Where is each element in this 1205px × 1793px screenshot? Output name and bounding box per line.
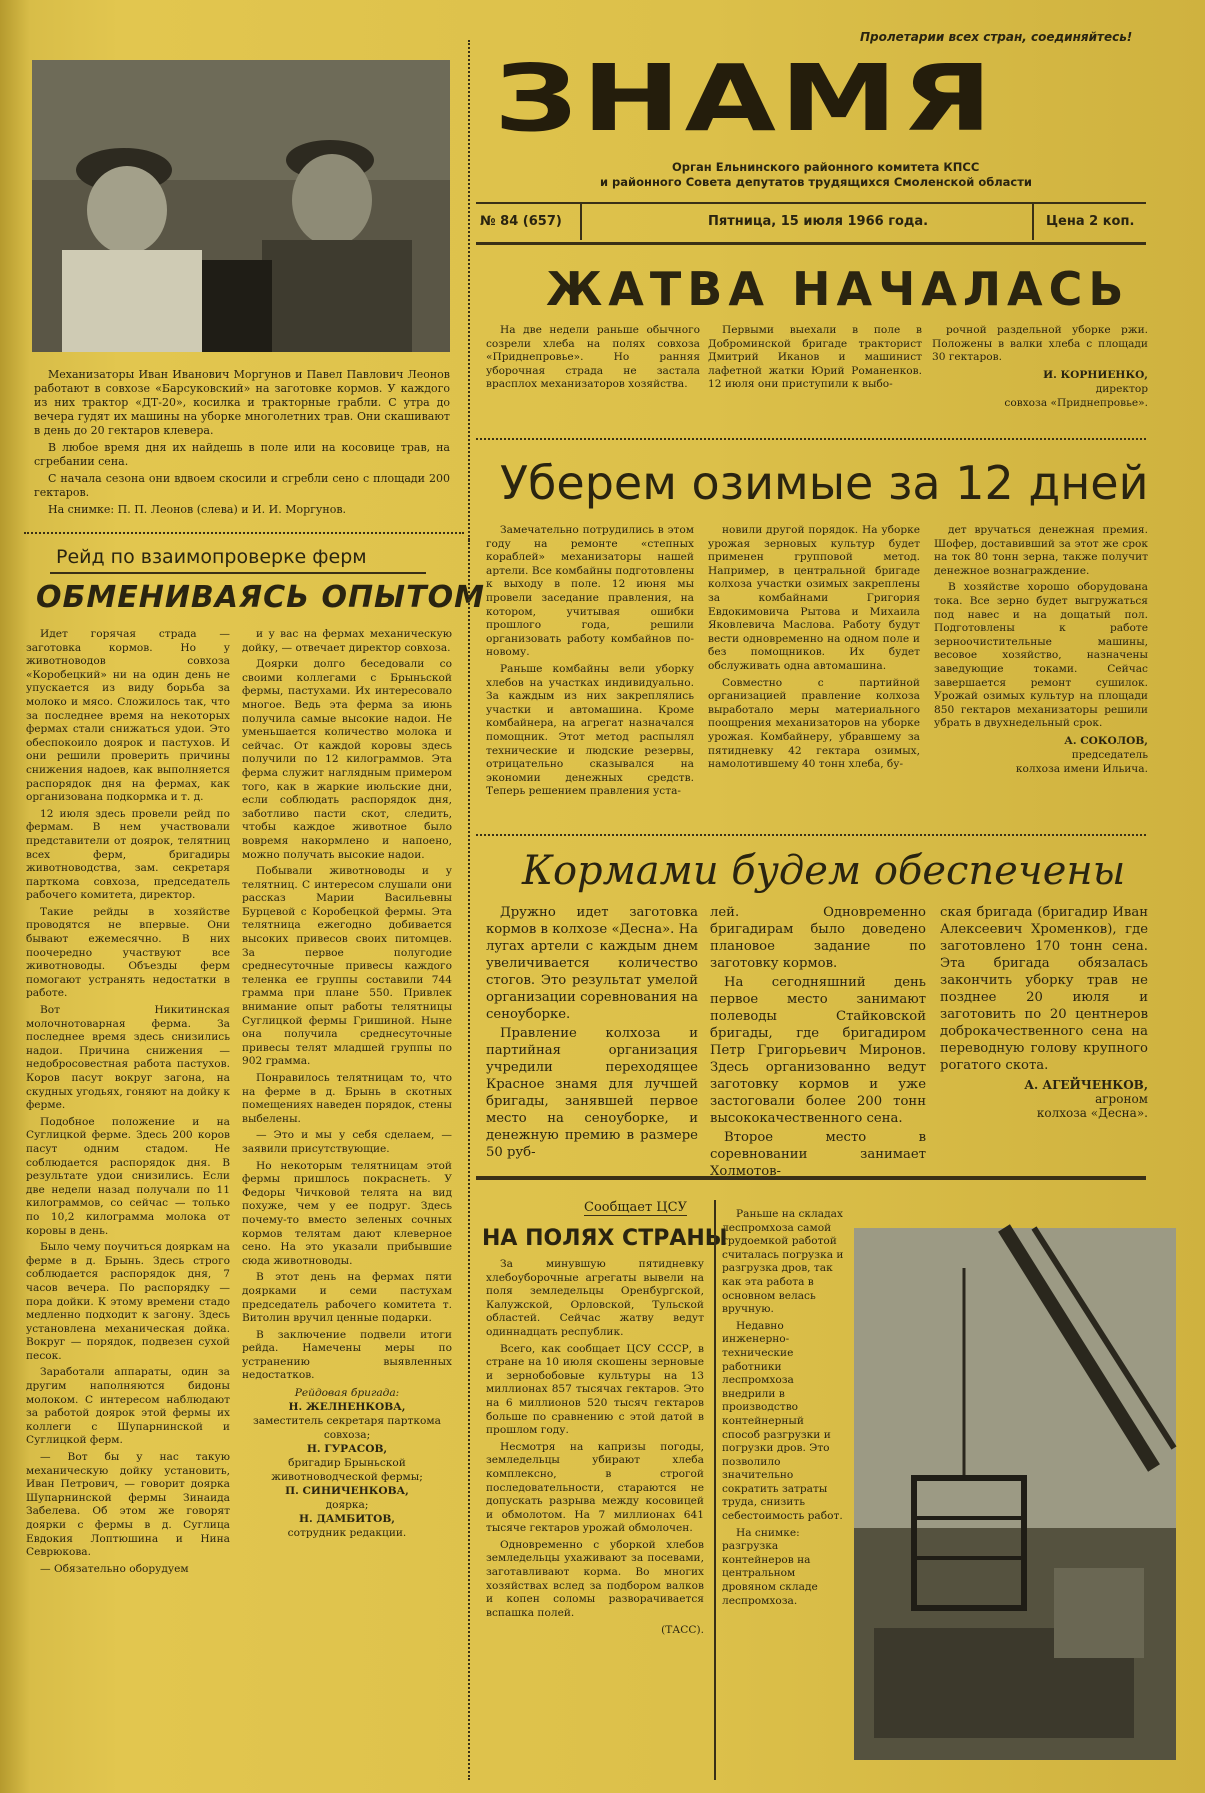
article-paragraph: Но некоторым телятницам этой фермы пришлось покраснеть. У Федоры Чичковой телята на вид похуже, чем у ее подруг. Здесь почему-то вместо зеленых сочных кормов телятам дают клеверное сено. На это указали прибывшие сюда животноводы. [242, 1159, 452, 1267]
harvest-signature: И. КОРНИЕНКО, [1043, 368, 1148, 381]
section-rule [50, 572, 426, 574]
brigade-member: Н. ЖЕЛНЕНКОВА, [288, 1401, 406, 1414]
photo-mechanizers-image [32, 60, 450, 352]
masthead-slogan: Пролетарии всех стран, соединяйтесь! [860, 30, 1133, 44]
brigade-title: Рейдовая бригада: [294, 1387, 400, 1400]
article-paragraph: Подобное положение и на Суглицкой ферме. Здесь 200 коров пасут одним стадом. Не соблюдается распорядок дня. В результате удои снизились. Если две недели назад получали по 11 килограммов, со сейчас — только по 10,2 килограмма молока от коровы в день. [26, 1115, 230, 1237]
section-rule [476, 438, 1146, 440]
article-paragraph: 12 июля здесь провели рейд по фермам. В нем участвовали представители от доярок, телятниц всех ферм, бригадиры животноводства, зам. секретаря парткома совхоза, председатель рабочего комитета, директор. [26, 807, 230, 902]
article-paragraph: На сегодняшний день первое место занимают полеводы Стайковской бригады, где бригадиром Петр Григорьевич Миронов. Здесь организованно ведут заготовку кормов и уже застоговали более 200 тонн высококачественного сена. [710, 975, 926, 1126]
winter-crops-signature: А. СОКОЛОВ, [1064, 734, 1148, 747]
article-paragraph: Такие рейды в хозяйстве проводятся не впервые. Они бывают ежемесячно. В них поочередно участвуют все животноводы. Объезды ферм помогают устранять недостатки в работе. [26, 905, 230, 1000]
wood-text [722, 1208, 844, 1778]
article-paragraph: лей. Одновременно бригадирам было доведено плановое задание по заготовку кормов. [710, 905, 926, 971]
article-paragraph: Вот Никитинская молочнотоварная ферма. За последнее время здесь снизились надои. Причина снижения — недобросовестная работа пастухов. Коров пасут вокруг загона, на скудных угодьях, гоняют на дойку к ферме. [26, 1004, 230, 1112]
article-paragraph: На две недели раньше обычного созрели хлеба на полях совхоза «Приднепровье». Но ранняя уборочная страда не застала врасплох механизаторов хозяйства. [486, 324, 700, 391]
harvest-col-3 [932, 324, 1148, 424]
raid-kicker: Рейд по взаимопроверке ферм [56, 546, 367, 568]
winter-crops-col-3 [934, 524, 1148, 824]
fodder-signature: А. АГЕЙЧЕНКОВ, [1024, 1078, 1148, 1092]
brigade-member: Н. ДАМБИТОВ, [299, 1513, 395, 1526]
article-paragraph: Правление колхоза и партийная организация учредили переходящее Красное знамя для лучшей бригады, занявшей первое место на сеноуборке, и денежную премию в размере 50 руб- [486, 1026, 698, 1160]
article-paragraph: рочной раздельной уборке ржи. Положены в валки хлеба с площади 30 гектаров. [932, 324, 1148, 364]
brigade-member-role: сотрудник редакции. [287, 1527, 407, 1540]
brigade-member: Н. ГУРАСОВ, [306, 1443, 388, 1456]
article-paragraph: Второе место в соревновании занимает Холмотов- [710, 1130, 926, 1179]
article-paragraph: Идет горячая страда — заготовка кормов. Но у животноводов совхоза «Коробецкий» ни на один день не упускается из виду борьба за молоко и мясо. Сложилось так, что за последнее время на некоторых фермах стали снижаться удои. Это обеспокоило доярок и пастухов. И они решили проверить причины снижения надоев, как выполняется распорядок дня на фермах, как организована подкормка и т. д. [26, 628, 230, 804]
photo-mechanizers [32, 60, 450, 352]
article-paragraph: Понравилось телятницам то, что на ферме в д. Брынь в скотных помещениях наведен порядок, стены выбелены. [242, 1072, 452, 1125]
article-paragraph: В этот день на фермах пяти доярками и семи пастухам председатель рабочего комитета т. Витолин вручил ценные подарки. [242, 1271, 452, 1325]
fields-source: (ТАСС). [661, 1624, 704, 1637]
harvest-signature-role: директор [1095, 382, 1148, 395]
caption-paragraph: Механизаторы Иван Иванович Моргунов и Павел Павлович Леонов работают в совхозе «Барсуковский» на заготовке кормов. У каждого из них трактор «ДТ-20», косилка и тракторные грабли. С утра до вечера гудят их машины на уборке многолетних трав. Они скашивают в день до 20 гектаров клевера. [34, 368, 450, 437]
harvest-col-1 [486, 324, 700, 424]
fodder-headline: Кормами будем обеспечены [522, 848, 1126, 894]
article-paragraph: Доярки долго беседовали со своими коллегами с Брыньской фермы, пастухами. Их интересовало многое. Ведь эта ферма за июнь получила самые высокие надои. Не уменьшается количество молока и сейчас. От каждой коровы здесь получили по 12 килограммов. Эта ферма служит наглядным примером того, как в жаркие июльские дни, если соблюдать распорядок дня, заботливо пасти скот, следить, чтобы каждое животное было вовремя накормлено и напоено, можно получать высокие надои. [242, 658, 452, 861]
article-paragraph: Заработали аппараты, один за другим наполняются бидоны молоком. С интересом наблюдают за работой доярок этой фермы их коллеги с Шупарнинской и Суглицкой ферм. [26, 1366, 230, 1447]
issue-number: № 84 (657) [480, 214, 562, 229]
masthead-title: ЗНАМЯ [494, 44, 997, 152]
caption-paragraph: В любое время дня их найдешь в поле или на косовице трав, на сгребании сена. [34, 441, 450, 468]
fodder-col-2 [710, 904, 926, 1179]
harvest-col-2 [708, 324, 922, 424]
brigade-member-role: заместитель секретаря парткома совхоза; [253, 1415, 441, 1442]
masthead-subtitle-2: и районного Совета депутатов трудящихся Смоленской области [600, 175, 1032, 189]
column-divider [468, 40, 470, 540]
brigade-member-role: доярка; [325, 1499, 369, 1512]
fodder-col-3 [940, 904, 1148, 1164]
photo-mechanizers-caption [34, 368, 450, 518]
article-paragraph: Раньше комбайны вели уборку хлебов на участках индивидуально. За каждым из них закреплялись участки и автомашина. Кроме комбайнера, на агрегат назначался помощник. Этот метод распылял технические и людские резервы, отрицательно сказывался на экономии денежных средств. Теперь решением правления уста- [486, 662, 694, 798]
article-paragraph: На снимке: разгрузка контейнеров на центральном дровяном складе леспромхоза. [722, 1526, 818, 1607]
harvest-signature-role: совхоза «Приднепровье». [1004, 396, 1148, 409]
fields-text [486, 1258, 704, 1778]
section-rule [476, 834, 1146, 836]
article-paragraph: В хозяйстве хорошо оборудована тока. Все зерно будет выгружаться под навес и на дощатый пол. Подготовлены к работе зерноочистительные машины, весовое хозяйство, назначены заведующие токами. Сейчас завершается ремонт сушилок. Урожай озимых культур на площади 850 гектаров механизаторы решили убрать в двухнедельный срок. [934, 581, 1148, 730]
photo-container-crane-image [854, 1228, 1176, 1760]
masthead-divider [580, 204, 582, 240]
brigade-member-role: бригадир Брыньской животноводческой фермы; [271, 1457, 423, 1484]
column-divider [468, 540, 470, 1780]
article-paragraph: Одновременно с уборкой хлебов земледельцы ухаживают за посевами, заготавливают корма. Во многих хозяйствах вслед за подбором валков и копен соломы разворачивается вспашка полей. [486, 1538, 704, 1619]
article-paragraph: Совместно с партийной организацией правление колхоза выработало меры материального поощрения механизаторов на уборке урожая. Комбайнеру, убравшему за пятидневку 42 гектара озимых, намолотившему 40 тонн хлеба, бу- [708, 676, 920, 771]
fields-headline: НА ПОЛЯХ СТРАНЫ [482, 1226, 728, 1251]
raid-col-1 [26, 628, 230, 1778]
article-paragraph: — Обязательно оборудуем [40, 1562, 189, 1575]
article-paragraph: ская бригада (бригадир Иван Алексеевич Хроменков), где заготовлено 170 тонн сена. Эта бригада обязалась закончить уборку трав не позднее 20 июля и заготовить по 20 центнеров доброкачественного сена на переводную голову крупного рогатого скота. [940, 905, 1148, 1073]
issue-date: Пятница, 15 июля 1966 года. [708, 214, 929, 229]
fields-kicker: Сообщает ЦСУ [584, 1200, 687, 1215]
masthead-rule-bottom [476, 242, 1146, 245]
issue-price: Цена 2 коп. [1046, 214, 1135, 229]
section-rule [24, 532, 464, 534]
article-paragraph: — Вот бы у нас такую механическую дойку установить, Иван Петрович, — говорит доярка Шупарнинской фермы Зинаида Забелева. Об этом же говорят доярки с фермы в д. Суглица Евдокия Лоптюшина и Нина Севрюкова. [26, 1451, 230, 1559]
raid-headline: ОБМЕНИВАЯСЬ ОПЫТОМ [36, 580, 485, 615]
photo-container-crane [854, 1228, 1176, 1760]
section-rule [476, 1176, 1146, 1180]
article-paragraph: Было чему поучиться дояркам на ферме в д. Брынь. Здесь строго соблюдается распорядок дня, 7 часов вечера. По распорядку — пора дойки. К этому времени стадо медленно подходит к загону. Здесь установлена механическая дойка. Вокруг — порядок, подвезен сухой песок. [26, 1241, 230, 1362]
caption-paragraph: На снимке: П. П. Леонов (слева) и И. И. Моргунов. [48, 503, 347, 516]
brigade-member: П. СИНИЧЕНКОВА, [285, 1485, 409, 1498]
article-paragraph: дет вручаться денежная премия. Шофер, доставивший за этот же срок на ток 80 тонн зерна, также получит денежное вознаграждение. [934, 524, 1148, 577]
article-paragraph: Недавно инженерно-технические работники леспромхоза внедрили в производство контейнерный способ разгрузки и погрузки дров. Это позволило значительно сократить затраты труда, снизить себестоимость работ. [722, 1319, 843, 1523]
harvest-headline: ЖАТВА НАЧАЛАСЬ [546, 262, 1130, 316]
masthead-subtitle-1: Орган Ельнинского районного комитета КПСС [672, 160, 980, 174]
fodder-signature-role: агроном [1095, 1092, 1148, 1106]
raid-col-2 [242, 628, 452, 1778]
article-paragraph: Раньше на складах леспромхоза самой трудоемкой работой считалась погрузка и разгрузка дров, так как эта работа в основном велась вручную. [722, 1208, 844, 1316]
winter-crops-col-2 [708, 524, 920, 824]
winter-crops-signature-role: колхоза имени Ильича. [1015, 762, 1148, 775]
winter-crops-headline: Уберем озимые за 12 дней [500, 456, 1149, 510]
article-paragraph: новили другой порядок. На уборке урожая зерновых культур будет применен групповой метод. Например, в центральной бригаде колхоза участки озимых закреплены за комбайнами Григория Евдокимовича Рытова и Михаила Яковлевича Маслова. Работу будут вести одновременно на одном поле и без помощников. Их будет обслуживать одна автомашина. [708, 524, 920, 672]
winter-crops-signature-role: председатель [1071, 748, 1148, 761]
article-paragraph: Замечательно потрудились в этом году на ремонте «степных кораблей» механизаторы нашей артели. Все комбайны подготовлены к выходу в поле. 12 июня мы провели заседание правления, на котором, учитывая ошибки прошлого года, решили организовать работу комбайнов по-новому. [486, 524, 694, 659]
masthead-rule-top [476, 202, 1146, 204]
article-paragraph: В заключение подвели итоги рейда. Намечены меры по устранению выявленных недостатков. [242, 1328, 452, 1382]
article-paragraph: Первыми выехали в поле в Доброминской бригаде тракторист Дмитрий Иканов и машинист лафетной жатки Юрий Романенков. 12 июля они приступили к выбо- [708, 324, 922, 391]
article-paragraph: — Это и мы у себя сделаем, — заявили присутствующие. [242, 1129, 452, 1155]
article-paragraph: За минувшую пятидневку хлебоуборочные агрегаты вывели на поля земледельцы Оренбургской, Калужской, Орловской, Тульской областей. Сейчас жатву ведут одиннадцать республик. [486, 1258, 704, 1338]
article-paragraph: Несмотря на капризы погоды, земледельцы убирают хлеба комплексно, в строгой последовательности, стараются не допускать разрыва между косовицей и обмолотом. На 7 миллионах 641 тысяче гектаров урожай обмолочен. [486, 1440, 704, 1535]
column-divider [714, 1200, 716, 1780]
fodder-col-1 [486, 904, 698, 1164]
article-paragraph: Всего, как сообщает ЦСУ СССР, в стране на 10 июля скошены зерновые и зернобобовые культуры на 13 миллионах 857 тысячах гектаров. Это на 6 миллионов 520 тысяч гектаров больше по сравнению с этой датой в прошлом году. [486, 1342, 704, 1437]
fodder-signature-role: колхоза «Десна». [1036, 1106, 1148, 1120]
article-paragraph: и у вас на фермах механическую дойку, — отвечает директор совхоза. [242, 628, 452, 654]
article-paragraph: Дружно идет заготовка кормов в колхозе «Десна». На лугах артели с каждым днем увеличивается количество стогов. Это результат умелой организации соревнования на сеноуборке. [486, 905, 698, 1022]
masthead-divider [1032, 204, 1034, 240]
winter-crops-col-1 [486, 524, 694, 824]
caption-paragraph: С начала сезона они вдвоем скосили и сгребли сено с площади 200 гектаров. [34, 472, 450, 499]
article-paragraph: Побывали животноводы и у телятниц. С интересом слушали они рассказ Марии Васильевны Бурцевой с Коробецкой фермы. Эта телятница ежегодно добивается высоких привесов своих питомцев. За первое полугодие среднесуточные привесы каждого теленка ее группы составили 744 грамма при плане 550. Привлек внимание опыт работы телятницы Суглицкой фермы Гришиной. Ныне она получила среднесуточные привесы телят младшей группы по 902 грамма. [242, 865, 452, 1068]
